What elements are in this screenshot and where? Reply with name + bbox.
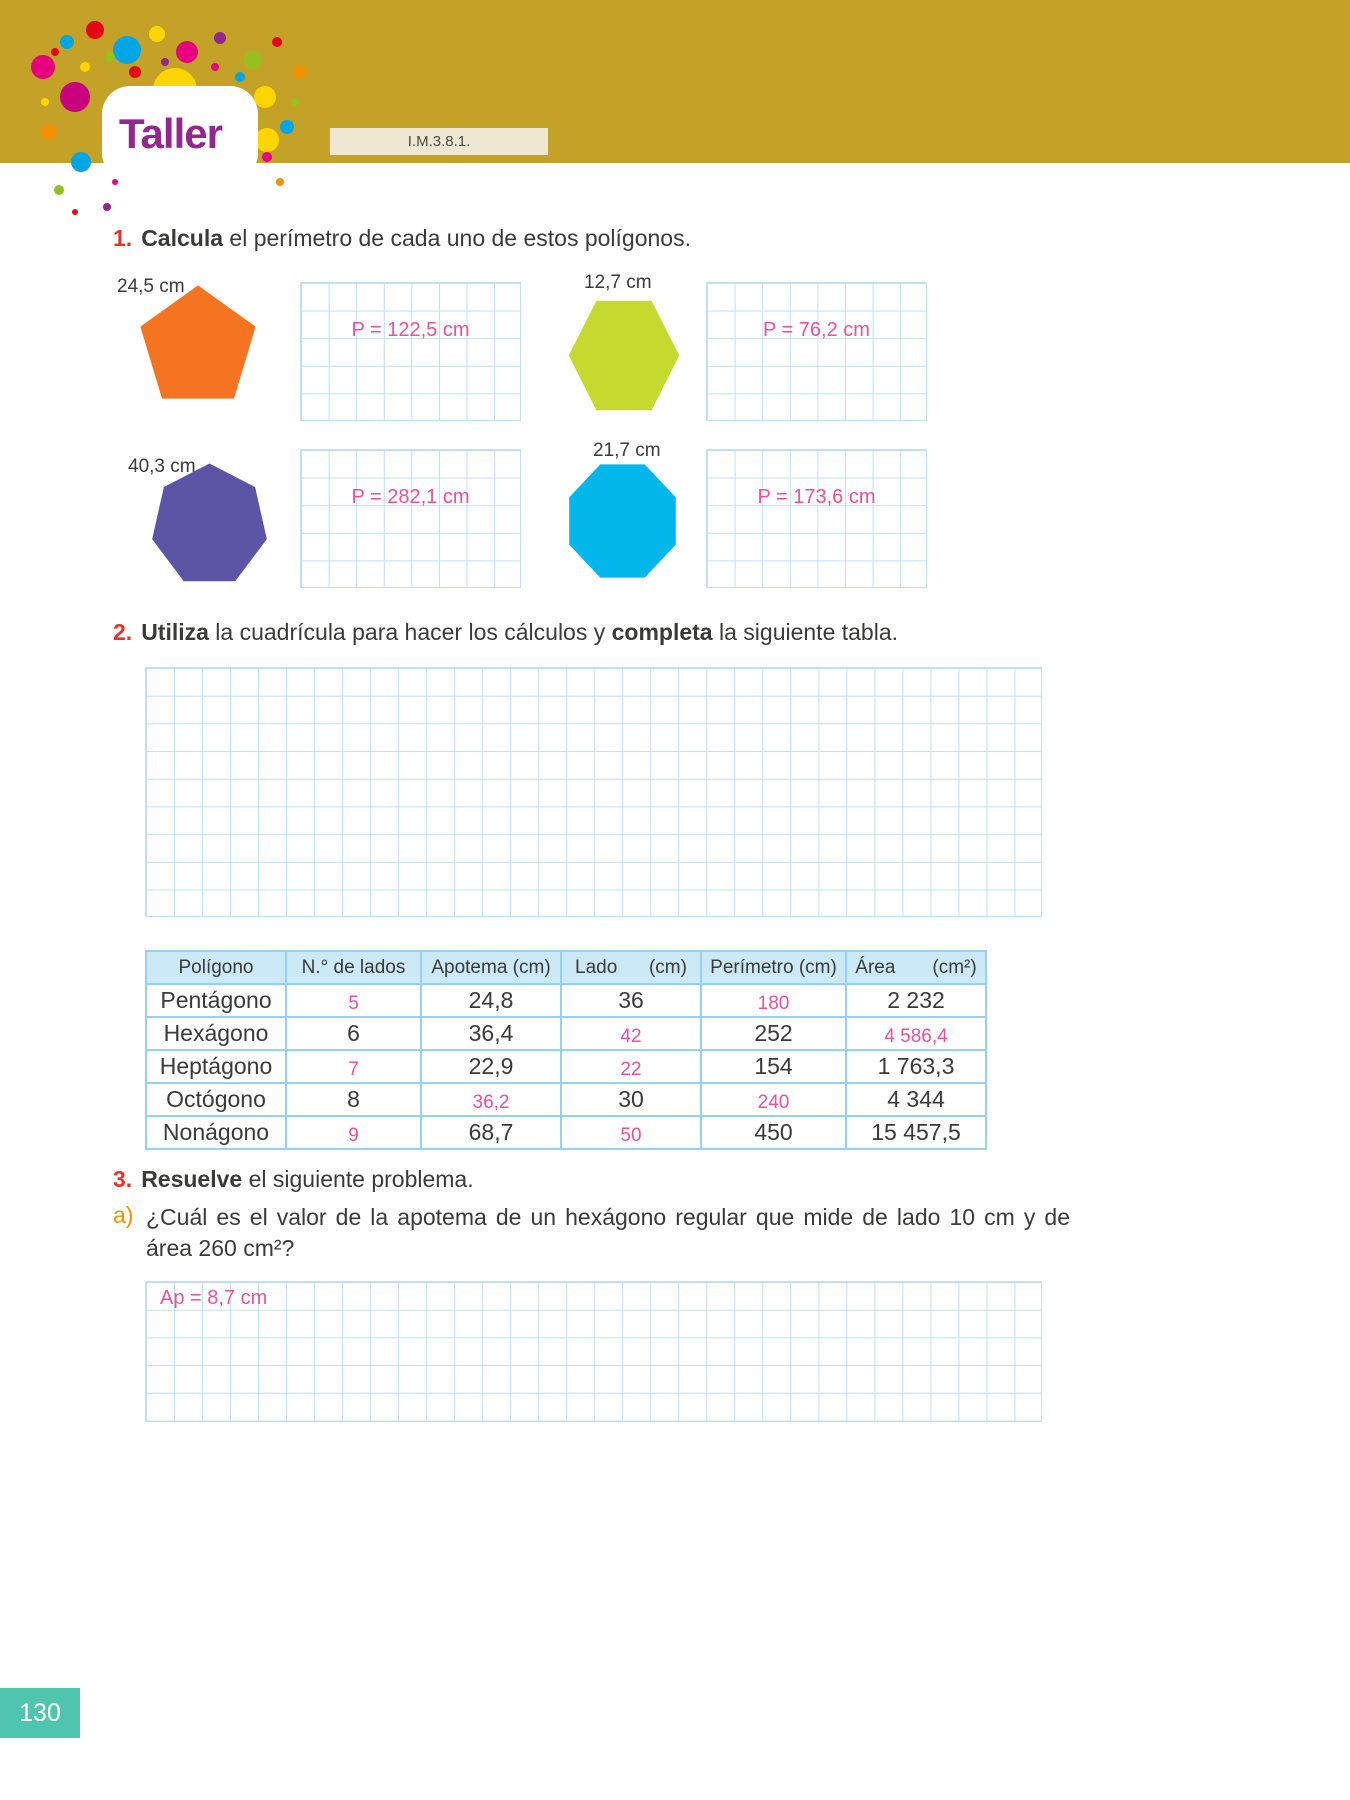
col-header-poligono: Polígono [146, 951, 286, 984]
pentagon-perimeter-answer: P = 122,5 cm [351, 319, 470, 341]
table-row [146, 1083, 986, 1116]
col-header-lado: Lado (cm) [561, 951, 701, 984]
octagon-shape [567, 462, 678, 580]
exercise2-instruction-2: la siguiente tabla. [712, 619, 899, 645]
exercise1-number: 1. [113, 225, 133, 251]
octagon-side-label: 21,7 cm [593, 440, 661, 461]
octogono-lado-cell: 30 [561, 1083, 701, 1116]
heptagono-apotema-cell: 22,9 [421, 1050, 561, 1083]
col-header-area: Área (cm²) [846, 951, 986, 984]
heptagon-shape [151, 461, 268, 585]
heptagono-name-cell: Heptágono [146, 1050, 286, 1083]
hexagono-lado-cell: 42 [561, 1017, 701, 1050]
nonagono-apotema-cell: 68,7 [421, 1116, 561, 1149]
page-title-box [102, 86, 258, 181]
table-row [146, 1017, 986, 1050]
pentagono-area-cell: 2 232 [846, 984, 986, 1017]
answer-grid [145, 1281, 1042, 1422]
polygon-table [145, 950, 987, 1150]
octagon-answer-grid [706, 449, 927, 588]
pentagon-answer-grid [300, 282, 521, 421]
table-header-row [146, 951, 986, 984]
pentagon-side-label: 24,5 cm [117, 276, 185, 297]
exercise2-verb: Utiliza [141, 619, 209, 645]
table-row [146, 1116, 986, 1149]
exercise2-heading [113, 619, 898, 646]
nonagono-name-cell: Nonágono [146, 1116, 286, 1149]
pentagono-perimetro-cell: 180 [701, 984, 846, 1017]
pentagono-lados-cell: 5 [286, 984, 421, 1017]
heptagon-side-label: 40,3 cm [128, 456, 196, 477]
nonagono-area-cell: 15 457,5 [846, 1116, 986, 1149]
exercise3-number: 3. [113, 1166, 133, 1192]
item-a-label: a) [113, 1202, 134, 1228]
col-header-lados: N.° de lados [286, 951, 421, 984]
hexagono-name-cell: Hexágono [146, 1017, 286, 1050]
hexagono-apotema-cell: 36,4 [421, 1017, 561, 1050]
exercise3-heading [113, 1166, 474, 1193]
question-a [113, 1202, 1070, 1264]
octagon-fill [569, 464, 676, 577]
heptagono-perimetro-cell: 154 [701, 1050, 846, 1083]
exercise1-heading [113, 225, 691, 252]
exercise2-number: 2. [113, 619, 133, 645]
hexagon-answer-grid [706, 282, 927, 421]
hexagono-lados-cell: 6 [286, 1017, 421, 1050]
curriculum-code: I.M.3.8.1. [330, 128, 548, 155]
pentagon-shape [138, 283, 258, 401]
page-number-tab [0, 1688, 80, 1738]
heptagon-answer-grid [300, 449, 521, 588]
exercise2-instruction-1: la cuadrícula para hacer los cálculos y [208, 619, 612, 645]
table-row [146, 1050, 986, 1083]
exercise1-verb: Calcula [141, 225, 224, 251]
octogono-area-cell: 4 344 [846, 1083, 986, 1116]
page-number: 130 [19, 1698, 61, 1727]
nonagono-perimetro-cell: 450 [701, 1116, 846, 1149]
hexagon-perimeter-answer: P = 76,2 cm [763, 319, 870, 341]
pentagono-name-cell: Pentágono [146, 984, 286, 1017]
nonagono-lado-cell: 50 [561, 1116, 701, 1149]
octogono-name-cell: Octógono [146, 1083, 286, 1116]
octogono-perimetro-cell: 240 [701, 1083, 846, 1116]
calculation-grid [145, 667, 1042, 917]
hexagono-area-cell: 4 586,4 [846, 1017, 986, 1050]
exercise2-verb-2: completa [611, 619, 713, 645]
heptagono-lado-cell: 22 [561, 1050, 701, 1083]
hexagon-side-label: 12,7 cm [584, 272, 652, 293]
item-a-question: ¿Cuál es el valor de la apotema de un hexágono regular que mide de lado 10 cm y de área 260 cm²? [146, 1204, 1070, 1261]
octagon-perimeter-answer: P = 173,6 cm [757, 486, 876, 508]
col-header-apotema: Apotema (cm) [421, 951, 561, 984]
hexagono-perimetro-cell: 252 [701, 1017, 846, 1050]
exercise1-instruction: el perímetro de cada uno de estos polígonos. [223, 225, 691, 251]
page-title: Taller [119, 109, 222, 157]
exercise3-verb: Resuelve [141, 1166, 243, 1192]
pentagono-apotema-cell: 24,8 [421, 984, 561, 1017]
hexagon-shape [564, 296, 684, 415]
pentagono-lado-cell: 36 [561, 984, 701, 1017]
nonagono-lados-cell: 9 [286, 1116, 421, 1149]
pentagon-fill [140, 285, 255, 398]
octogono-apotema-cell: 36,2 [421, 1083, 561, 1116]
heptagon-perimeter-answer: P = 282,1 cm [351, 486, 470, 508]
heptagono-lados-cell: 7 [286, 1050, 421, 1083]
heptagon-fill [152, 463, 267, 581]
col-header-perimetro: Perímetro (cm) [701, 951, 846, 984]
octogono-lados-cell: 8 [286, 1083, 421, 1116]
hexagon-fill [569, 301, 679, 410]
table-row [146, 984, 986, 1017]
exercise3-instruction: el siguiente problema. [242, 1166, 474, 1192]
apothem-answer: Ap = 8,7 cm [160, 1287, 268, 1309]
heptagono-area-cell: 1 763,3 [846, 1050, 986, 1083]
